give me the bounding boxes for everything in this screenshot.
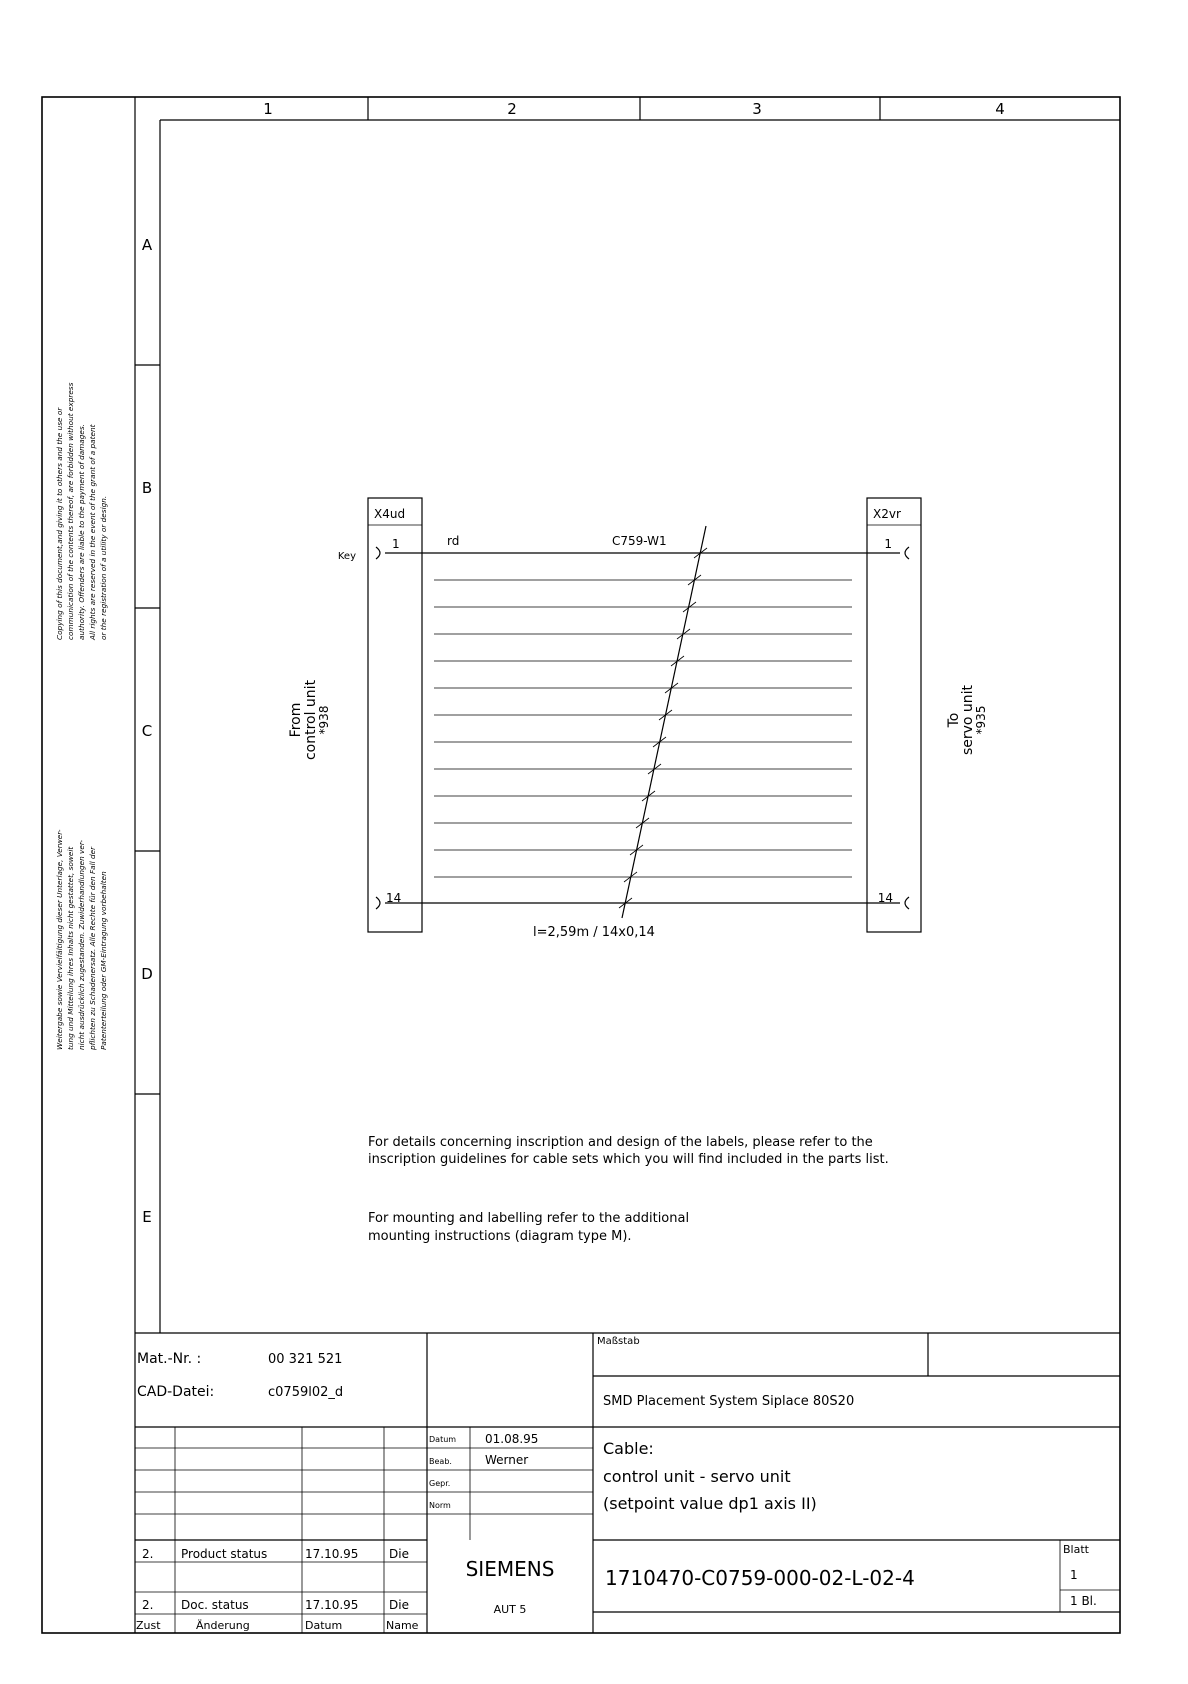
rev2-date: 17.10.95: [305, 1598, 359, 1612]
right-connector-label: X2vr: [873, 507, 901, 521]
column-label-1: 1: [263, 100, 273, 118]
left-connector-label: X4ud: [374, 507, 406, 521]
copyright-note-german: [55, 829, 108, 1051]
title-line-2: control unit - servo unit: [603, 1467, 791, 1486]
company-name: SIEMENS: [465, 1557, 555, 1581]
column-label-2: 2: [507, 100, 517, 118]
svg-text:All rights are reserved in the: All rights are reserved in the event of the grant of a patent: [88, 424, 97, 640]
svg-text:servo unit: servo unit: [960, 684, 976, 756]
row-label-b: B: [141, 479, 153, 497]
key-label: Key: [337, 551, 356, 562]
cable-id-label: C759-W1: [612, 534, 667, 548]
contact-left-14: [376, 897, 380, 909]
pin-label-right-1: 1: [884, 537, 892, 551]
copyright-note-english: [55, 382, 108, 641]
svg-text:*935: *935: [974, 705, 988, 735]
rev1-text: Product status: [181, 1547, 268, 1561]
svg-text:tung und Mitteilung ihres Inha: tung und Mitteilung ihres Inhalts nicht gestattet, soweit: [66, 846, 75, 1050]
contact-right-14: [905, 897, 909, 909]
pin-label-right-14: 14: [877, 891, 893, 905]
svg-text:Patenterteilung oder GM-Eintra: Patenterteilung oder GM-Eintragung vorbehalten: [99, 871, 108, 1050]
beab-value: Werner: [485, 1453, 529, 1467]
labels-note-line-1: For details concerning inscription and design of the labels, please refer to the: [368, 1135, 873, 1150]
beab-label: Beab.: [429, 1457, 452, 1466]
massstab-label: Maßstab: [597, 1336, 640, 1347]
left-connector-box: [368, 498, 422, 932]
datum-label: Datum: [429, 1435, 457, 1444]
row-label-a: A: [141, 236, 153, 254]
mat-nr-label: Mat.-Nr. :: [137, 1351, 202, 1367]
to-label: [946, 684, 988, 755]
cable-bundle-line: [622, 526, 706, 918]
svg-text:*938: *938: [317, 705, 331, 735]
sheet-border: [42, 97, 1120, 1633]
svg-text:Copying of this document,and g: Copying of this document,and giving it to others and the use or: [55, 407, 64, 640]
labels-note-line-2: inscription guidelines for cable sets which you will find included in the parts list.: [368, 1152, 889, 1167]
blatt-total: 1 Bl.: [1070, 1594, 1097, 1608]
right-connector-box: [867, 498, 921, 932]
blatt-value: 1: [1070, 1568, 1078, 1582]
mat-nr-value: 00 321 521: [268, 1352, 343, 1367]
svg-text:or the registration of a utili: or the registration of a utility or design.: [99, 495, 108, 640]
contact-right-1: [905, 547, 909, 559]
cad-file-label: CAD-Datei:: [137, 1384, 215, 1400]
gepr-label: Gepr.: [429, 1479, 451, 1488]
pin-label-left-14: 14: [386, 891, 402, 905]
norm-label: Norm: [429, 1501, 451, 1510]
rev2-name: Die: [389, 1598, 409, 1612]
header-datum: Datum: [305, 1619, 343, 1632]
header-name: Name: [386, 1619, 419, 1632]
svg-text:nicht ausdrücklich zugestanden: nicht ausdrücklich zugestanden. Zuwiderhandlungen ver-: [77, 839, 86, 1050]
svg-text:communication of the contents: communication of the contents thereof, are forbidden without express: [66, 382, 75, 640]
cad-file-value: c0759l02_d: [268, 1385, 344, 1400]
rev2-text: Doc. status: [181, 1598, 249, 1612]
mounting-note-line-1: For mounting and labelling refer to the additional: [368, 1211, 690, 1226]
svg-text:control unit: control unit: [303, 679, 319, 761]
column-label-3: 3: [752, 100, 762, 118]
mounting-note-line-2: mounting instructions (diagram type M).: [368, 1229, 632, 1244]
contact-left-1: [376, 547, 380, 559]
pin-label-left-1: 1: [392, 537, 400, 551]
title-line-1: Cable:: [603, 1439, 654, 1458]
blatt-label: Blatt: [1063, 1543, 1089, 1556]
rev2-zust: 2.: [142, 1598, 154, 1612]
row-label-e: E: [142, 1208, 152, 1226]
svg-text:From: From: [288, 702, 304, 738]
system-name: SMD Placement System Siplace 80S20: [603, 1394, 855, 1409]
header-aenderung: Änderung: [196, 1619, 250, 1632]
svg-text:To: To: [946, 712, 962, 728]
rev1-date: 17.10.95: [305, 1547, 359, 1561]
cable-spec-label: l=2,59m / 14x0,14: [533, 925, 655, 940]
title-line-3: (setpoint value dp1 axis II): [603, 1494, 817, 1513]
svg-text:Weitergabe sowie Vervielfältig: Weitergabe sowie Vervielfältigung dieser Unterlage, Verwer-: [55, 829, 64, 1050]
row-label-c: C: [141, 722, 153, 740]
department-label: AUT 5: [493, 1603, 527, 1616]
header-zust: Zust: [136, 1619, 161, 1632]
rev1-zust: 2.: [142, 1547, 154, 1561]
wire-color-label: rd: [447, 534, 460, 548]
rev1-name: Die: [389, 1547, 409, 1561]
datum-value: 01.08.95: [485, 1432, 539, 1446]
row-label-d: D: [141, 965, 153, 983]
drawing-number: 1710470-C0759-000-02-L-02-4: [605, 1566, 915, 1590]
column-label-4: 4: [995, 100, 1005, 118]
from-label: [288, 679, 331, 760]
svg-text:authority. Offenders are liabl: authority. Offenders are liable to the payment of damages.: [77, 423, 86, 640]
svg-text:pflichten zu Schadenersatz. Al: pflichten zu Schadenersatz. Alle Rechte für den Fall der: [88, 846, 97, 1050]
intermediate-wires: [434, 580, 852, 877]
